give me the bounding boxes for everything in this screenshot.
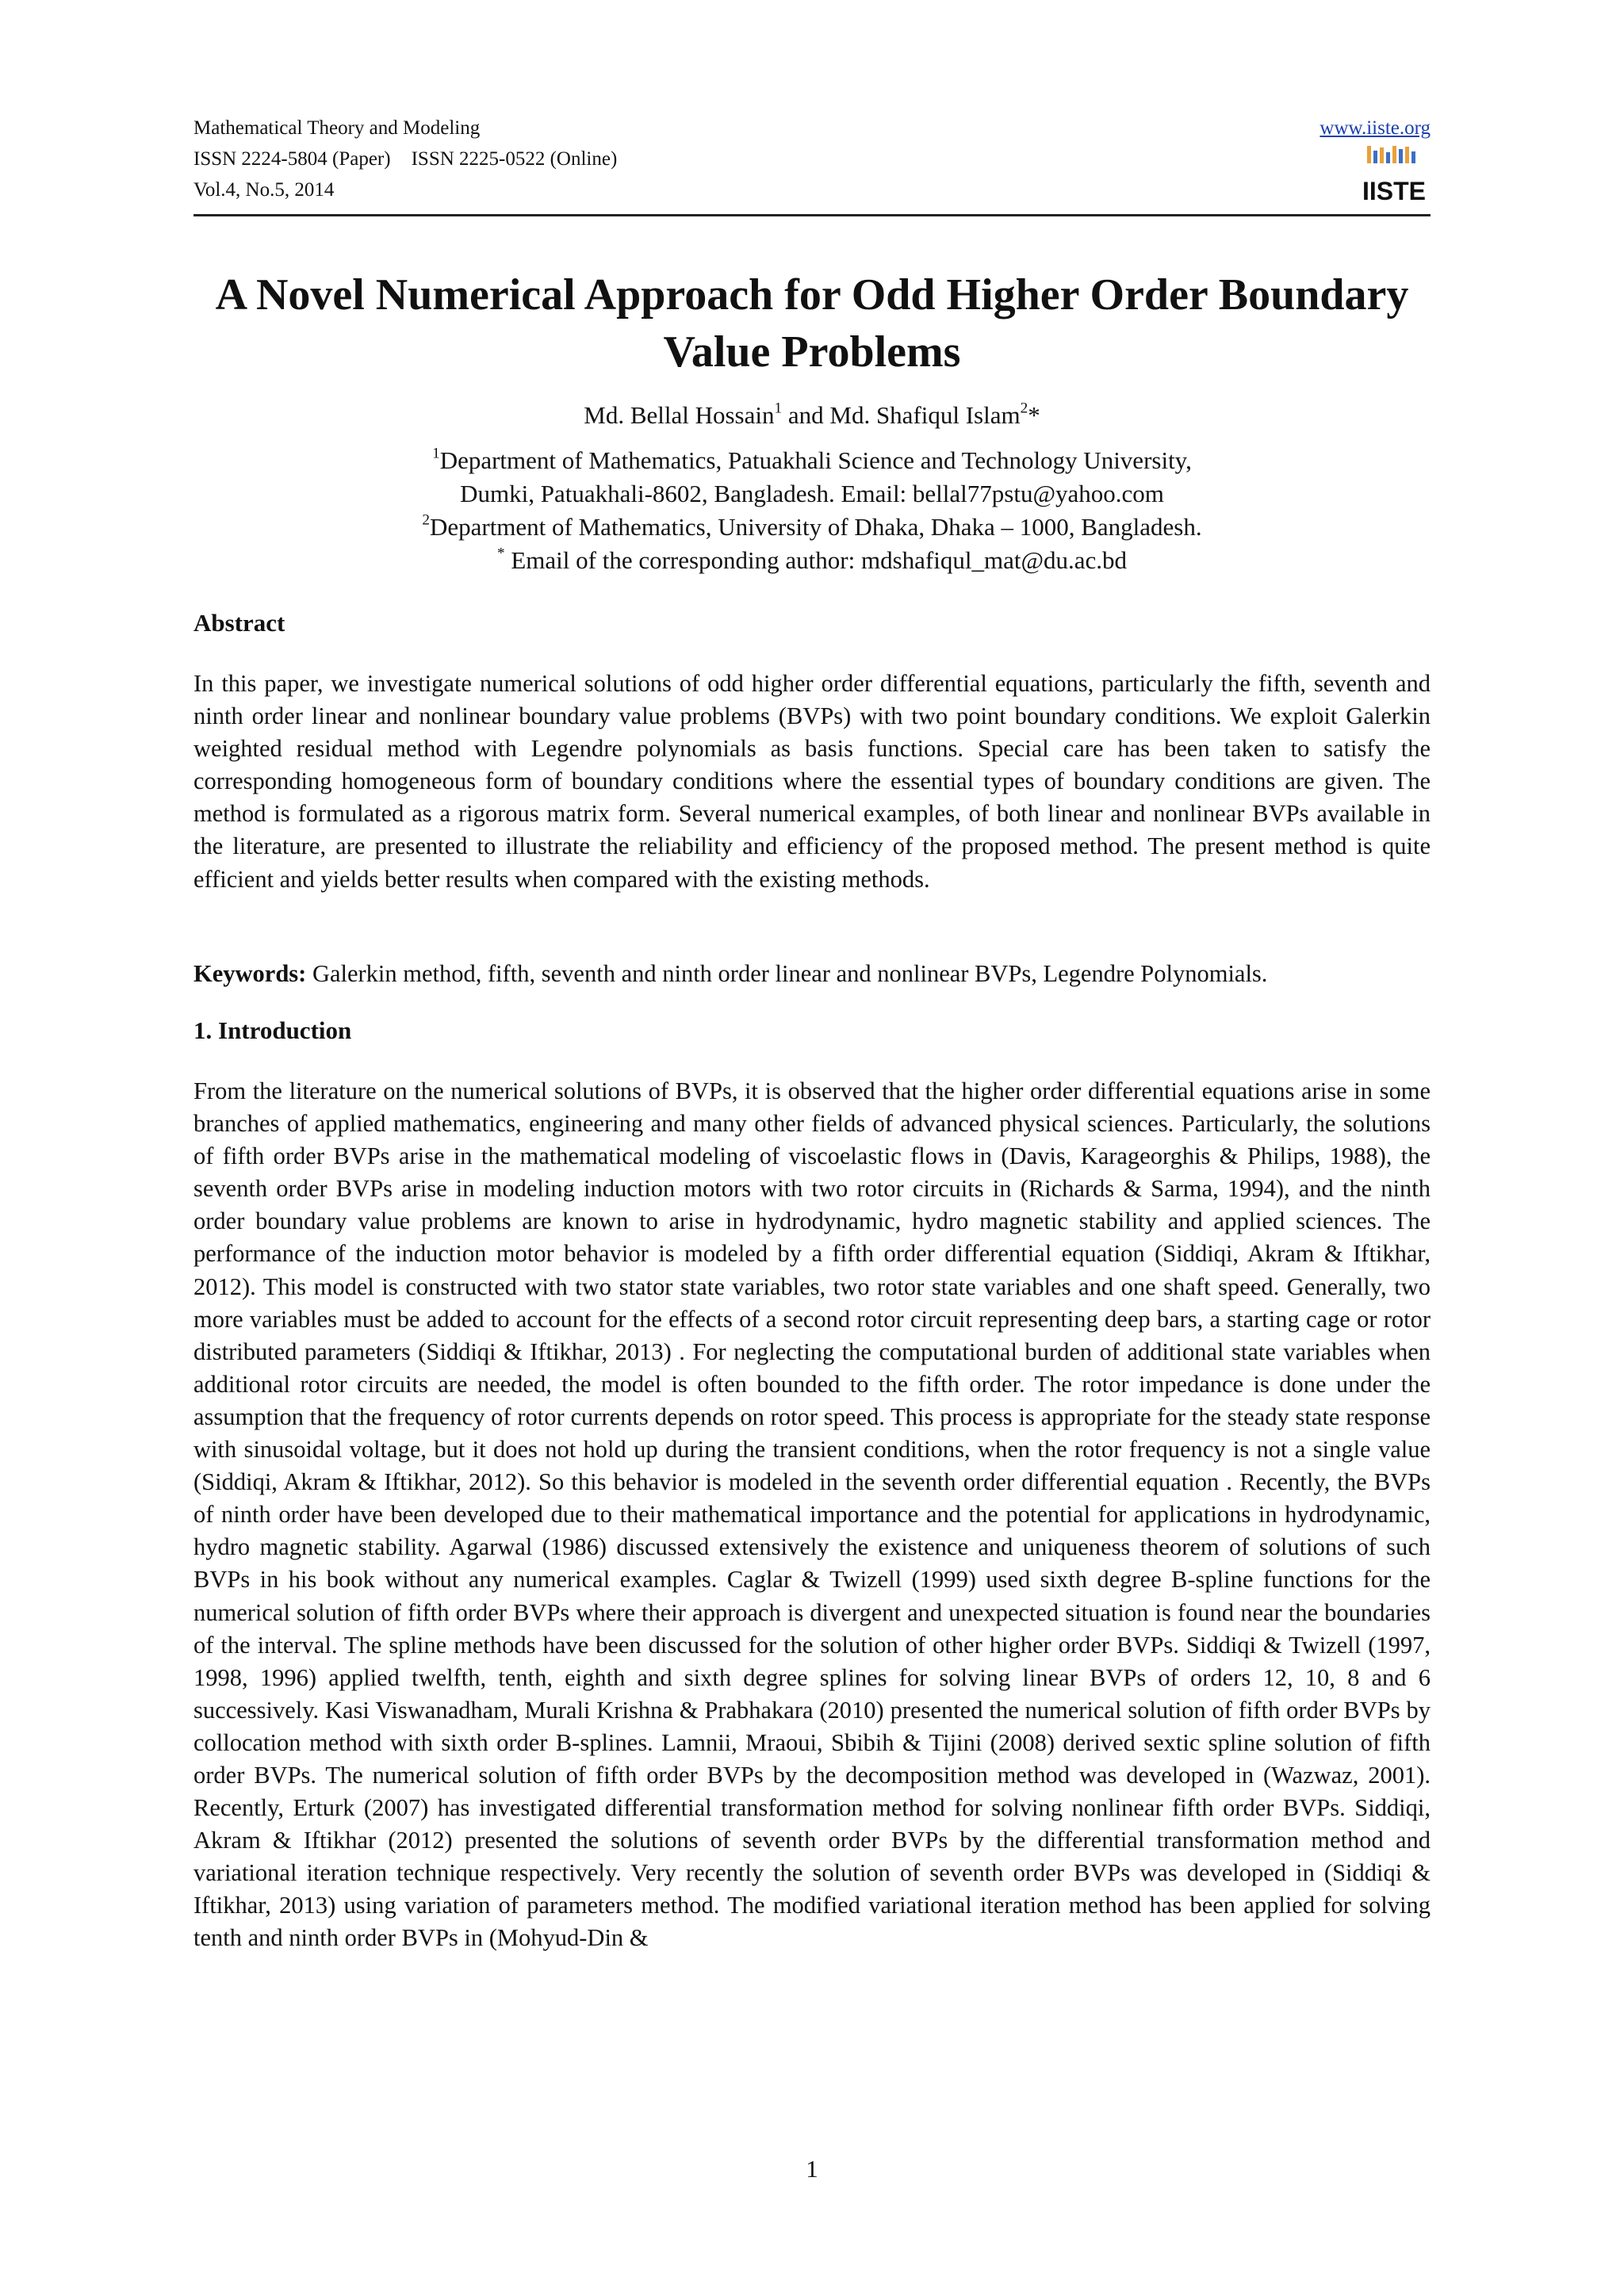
logo-bar-7 — [1405, 147, 1409, 163]
affiliation-2 — [193, 511, 1431, 544]
corresponding-email-text: Email of the corresponding author: mdshafiqul_mat@du.ac.bd — [511, 546, 1128, 574]
logo-bar-5 — [1392, 146, 1396, 163]
introduction-heading: 1. Introduction — [193, 1016, 352, 1044]
corresponding-mark: * — [1028, 401, 1040, 429]
title-line-2: Value Problems — [663, 327, 961, 377]
abstract-heading: Abstract — [193, 609, 285, 637]
logo-bar-6 — [1399, 149, 1403, 163]
journal-url-link[interactable]: www.iiste.org — [1320, 117, 1431, 139]
affiliation-1-line-2: Dumki, Patuakhali-8602, Bangladesh. Email: bellal77pstu@yahoo.com — [460, 480, 1164, 507]
paper-title — [193, 266, 1431, 381]
volume-info: Vol.4, No.5, 2014 — [193, 179, 335, 201]
issn-paper: ISSN 2224-5804 (Paper) — [193, 148, 391, 170]
keywords-text: Galerkin method, fifth, seventh and ninth order linear and nonlinear BVPs, Legendre Polynomials. — [312, 960, 1268, 987]
title-line-1: A Novel Numerical Approach for Odd Higher Order Boundary — [215, 270, 1409, 320]
journal-name: Mathematical Theory and Modeling — [193, 117, 481, 139]
page-number: 1 — [806, 2155, 818, 2183]
introduction-text: From the literature on the numerical solutions of BVPs, it is observed that the higher order differential equations arise in some branches of applied mathematics, engineering and many other fields of advanced physical sciences. Particularly, the solutions of fifth order BVPs arise in the mathematical modeling of viscoelastic flows in (Davis, Karageorghis & Philips, 1988), the seventh order BVPs arise in modeling induction motors with two rotor circuits in (Richards & Sarma, 1994), and the ninth order boundary value problems are known to arise in hydrodynamic, hydro magnetic stability and applied sciences. The performance of the induction motor behavior is modeled by a fifth order differential equation (Siddiqi, Akram & Iftikhar, 2012). This model is constructed with two stator state variables, two rotor state variables and one shaft speed. Generally, two more variables must be added to account for the effects of a second rotor circuit representing deep bars, a starting cage or rotor distributed parameters (Siddiqi & Iftikhar, 2013) . For neglecting the computational burden of additional state variables when additional rotor circuits are needed, the model is often bounded to the fifth order. The rotor impedance is done under the assumption that the frequency of rotor currents depends on rotor speed. This process is appropriate for the steady state response with sinusoidal voltage, but it does not hold up during the transient conditions, when the rotor frequency is not a single value (Siddiqi, Akram & Iftikhar, 2012). So this behavior is modeled in the seventh order differential equation . Recently, the BVPs of ninth order have been developed due to their mathematical importance and the potential for applications in hydrodynamic, hydro magnetic stability. Agarwal (1986) discussed extensively the existence and uniqueness theorem of solutions of such BVPs in his book without any numerical examples. Caglar & Twizell (1999) used sixth degree B-spline functions for the numerical solution of fifth order BVPs where their approach is divergent and unexpected situation is found near the boundaries of the interval. The spline methods have been discussed for the solution of other higher order BVPs. Siddiqi & Twizell (1997, 1998, 1996) applied twelfth, tenth, eighth and sixth degree splines for solving linear BVPs of orders 12, 10, 8 and 6 successively. Kasi Viswanadham, Murali Krishna & Prabhakara (2010) presented the numerical solution of fifth order BVPs by collocation method with sixth order B-splines. Lamnii, Mraoui, Sbibih & Tijini (2008) derived sextic spline solution of fifth order BVPs. The numerical solution of fifth order BVPs by the decomposition method was developed in (Wazwaz, 2001). Recently, Erturk (2007) has investigated differential transformation method for solving nonlinear fifth order BVPs. Siddiqi, Akram & Iftikhar (2012) presented the solutions of seventh order BVPs by the differential transformation method and variational iteration technique respectively. Very recently the solution of seventh order BVPs was developed in (Siddiqi & Iftikhar, 2013) using variation of parameters method. The modified variational iteration method has been applied for solving tenth and ninth order BVPs in (Mohyud-Din & — [193, 1077, 1431, 1952]
affiliation-1-mark: 1 — [432, 445, 440, 462]
affiliations — [193, 444, 1431, 577]
issn-online: ISSN 2225-0522 (Online) — [411, 148, 618, 170]
author-1-mark: 1 — [774, 400, 783, 417]
logo-bar-8 — [1411, 151, 1415, 163]
iiste-logo — [1362, 144, 1427, 205]
affiliation-1-text: Department of Mathematics, Patuakhali Science and Technology University, — [439, 446, 1192, 474]
keywords-label: Keywords: — [193, 960, 307, 987]
keywords — [193, 958, 1431, 990]
logo-bar-1 — [1367, 146, 1371, 163]
author-2: Md. Shafiqul Islam — [829, 401, 1021, 429]
affiliation-1-line-1 — [193, 444, 1431, 477]
logo-bar-2 — [1373, 151, 1377, 163]
affiliation-2-mark: 2 — [422, 511, 430, 529]
abstract-text: In this paper, we investigate numerical solutions of odd higher order differential equations, particularly the fifth, seventh and ninth order linear and nonlinear boundary value problems (BVPs) with two point boundary conditions. We exploit Galerkin weighted residual method with Legendre polynomials as basis functions. Special care has been taken to satisfy the corresponding homogeneous form of boundary conditions where the essential types of boundary conditions are given. The method is formulated as a rigorous matrix form. Several numerical examples, of both linear and nonlinear BVPs available in the literature, are presented to illustrate the reliability and efficiency of the proposed method. The present method is quite efficient and yields better results when compared with the existing methods. — [193, 670, 1431, 893]
corresponding-email — [193, 544, 1431, 577]
header-rule — [193, 214, 1431, 216]
logo-bar-4 — [1386, 152, 1390, 163]
affiliation-2-text: Department of Mathematics, University of Dhaka, Dhaka – 1000, Bangladesh. — [429, 513, 1202, 541]
author-1: Md. Bellal Hossain — [584, 401, 775, 429]
logo-text: IISTE — [1362, 177, 1427, 205]
issn-line — [193, 144, 617, 174]
author-joiner: and — [787, 401, 824, 429]
author-line — [193, 400, 1431, 431]
corresponding-email-mark: * — [496, 545, 505, 562]
journal-header — [193, 113, 617, 205]
logo-bar-3 — [1380, 147, 1384, 163]
author-2-mark: 2 — [1020, 400, 1028, 417]
